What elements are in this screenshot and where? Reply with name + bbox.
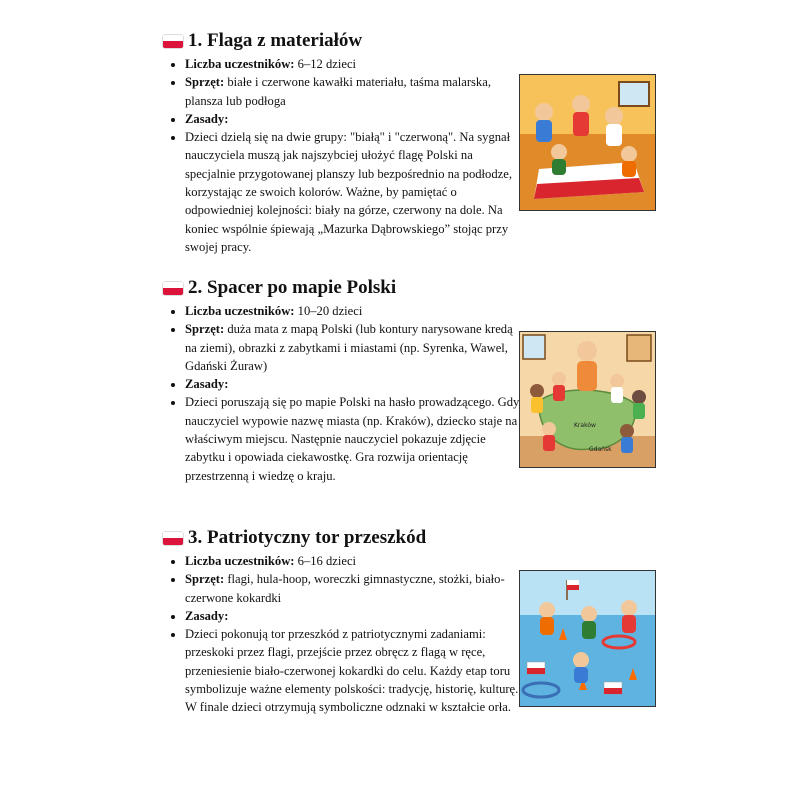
children-on-map-illustration	[519, 331, 656, 468]
map-label-krakow: Kraków	[574, 422, 596, 429]
game-title: 3. Patriotyczny tor przeszkód	[163, 526, 523, 550]
participants-item: • Liczba uczestników: 10–20 dzieci	[185, 302, 523, 320]
rules-label-item: • Zasady:	[185, 607, 523, 625]
rules-label-item: • Zasady:	[185, 375, 523, 393]
equipment-item: • Sprzęt: duża mata z mapą Polski (lub kontury narysowane kredą na ziemi), obrazki z zabytkami i miastami (np. Syrenka, Wawel, Gdański Żuraw)	[185, 320, 523, 375]
rules-text-item: • Dzieci dzielą się na dwie grupy: "białą" i "czerwoną". Na sygnał nauczyciela muszą jak najszybciej ułożyć flagę Polski na specjalnie przygotowanej planszy lub bezpośrednio na podłodze, korzystając ze swoich kolorów. Ważne, by pamiętać o odpowiedniej kolejności: biały na górze, czerwony na dole. Na koniec wspólnie śpiewają „Mazurka Dąbrowskiego” stojąc przy swojej pracy.	[185, 128, 523, 256]
game-details-list	[163, 55, 523, 256]
polish-flag-icon	[163, 35, 183, 48]
equipment-item: • Sprzęt: białe i czerwone kawałki materiału, taśma malarska, plansza lub podłoga	[185, 73, 523, 110]
participants-item: • Liczba uczestników: 6–12 dzieci	[185, 55, 523, 73]
polish-flag-icon	[163, 532, 183, 545]
game-section-2	[163, 276, 523, 485]
game-title: 1. Flaga z materiałów	[163, 29, 523, 53]
game-section-3	[163, 526, 523, 717]
game-details-list	[163, 302, 523, 485]
children-obstacle-course-illustration	[519, 570, 656, 707]
game-details-list	[163, 552, 523, 717]
map-label-gdansk: Gdańsk	[589, 446, 612, 453]
equipment-item: • Sprzęt: flagi, hula-hoop, woreczki gimnastyczne, stożki, biało-czerwone kokardki	[185, 570, 523, 607]
illustration-map-walk	[519, 331, 656, 468]
illustration-flag-making	[519, 74, 656, 211]
rules-label-item: • Zasady:	[185, 110, 523, 128]
illustration-obstacle-course	[519, 570, 656, 707]
rules-text-item: • Dzieci pokonują tor przeszkód z patriotycznymi zadaniami: przeskoki przez flagi, przejście przez obręcz z flagą w ręce, przeniesienie biało-czerwonej kokardki do celu. Każdy etap toru symbolizuje ważne elementy polskości: tradycję, historię, kulturę. W finale dzieci otrzymują symboliczne odznaki w kształcie orła.	[185, 625, 523, 716]
game-section-1	[163, 29, 523, 256]
game-title: 2. Spacer po mapie Polski	[163, 276, 523, 300]
participants-item: • Liczba uczestników: 6–16 dzieci	[185, 552, 523, 570]
polish-flag-icon	[163, 282, 183, 295]
rules-text-item: • Dzieci poruszają się po mapie Polski na hasło prowadzącego. Gdy nauczyciel wypowie nazwę miasta (np. Kraków), dziecko staje na właściwym miejscu. Następnie nauczyciel pokazuje zdjęcie zabytku i opowiada ciekawostkę. Gra rozwija orientację przestrzenną i wiedzę o kraju.	[185, 393, 523, 484]
children-making-flag-illustration	[519, 74, 656, 211]
